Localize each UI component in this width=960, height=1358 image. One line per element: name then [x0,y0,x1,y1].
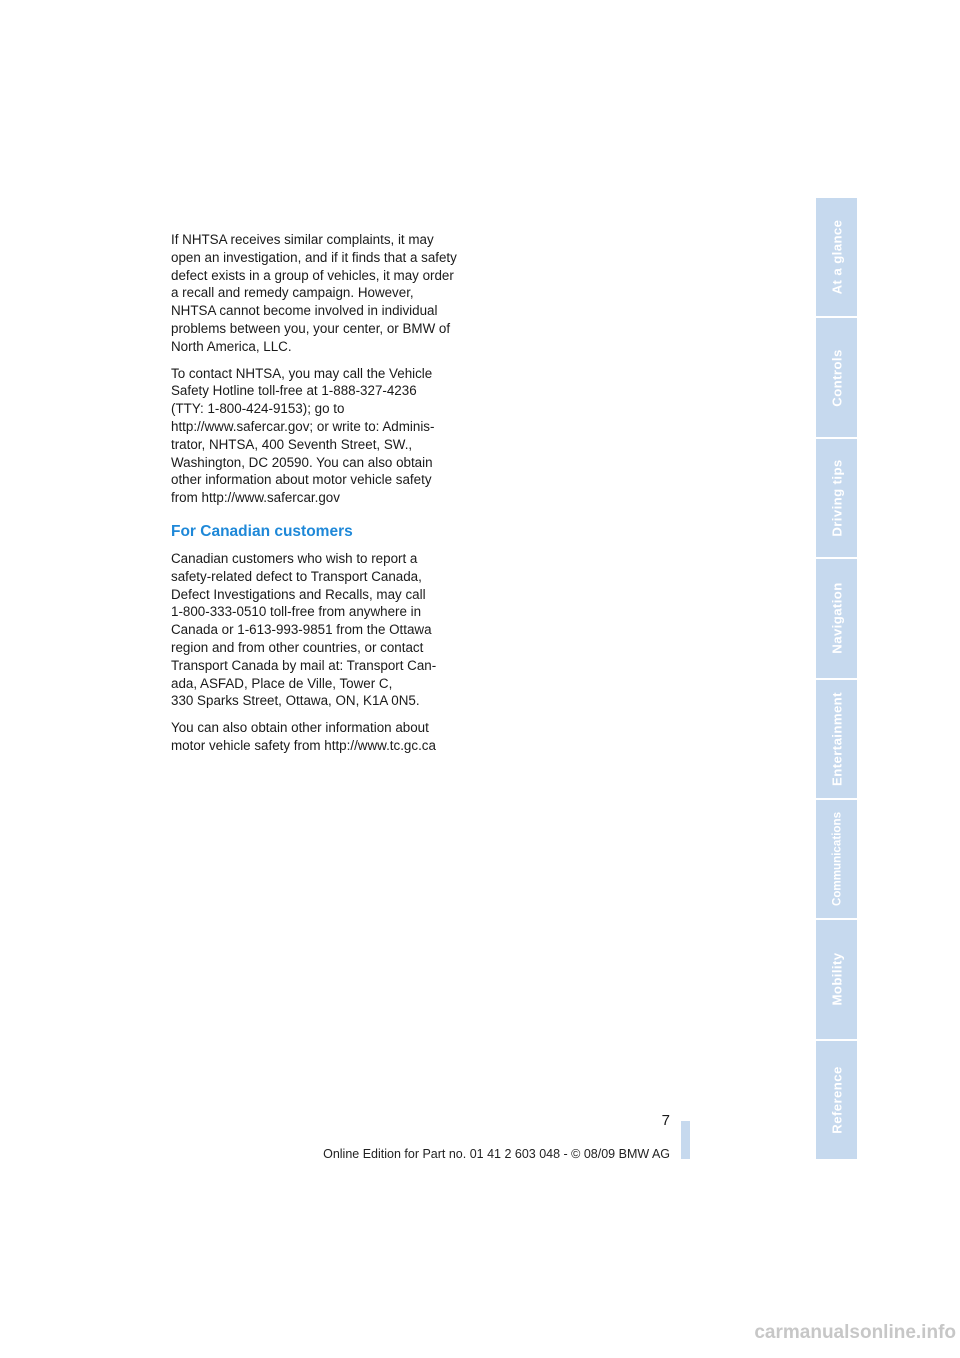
text-line: 1-800-333-0510 toll-free from anywhere in [171,604,422,620]
text-line: problems between you, your center, or BMW of [171,320,451,336]
section-heading: For Canadian customers [171,522,353,540]
text-line: Safety Hotline toll-free at 1-888-327-4236 [171,383,417,399]
text-line: open an investigation, and if it finds that a safety [171,249,457,265]
text-line: (TTY: 1-800-424-9153); go to [171,401,345,417]
chapter-tab-label: Driving tips [829,459,844,537]
text-line: Defect Investigations and Recalls, may call [171,586,426,602]
paragraph-canada-report [171,550,467,710]
page-number: 7 [661,1112,670,1129]
text-line: region and from other countries, or contact [171,639,424,655]
text-line: Washington, DC 20590. You can also obtain [171,454,433,470]
text-line: You can also obtain other information about [171,720,429,736]
paragraph-nhtsa-contact [171,365,467,507]
text-line: North America, LLC. [171,338,292,354]
text-line: motor vehicle safety from http://www.tc.gc.ca [171,737,436,753]
chapter-tab-label: Communications [830,812,843,907]
text-line: If NHTSA receives similar complaints, it may [171,232,434,247]
chapter-tab-label: Mobility [829,952,844,1006]
text-line: Transport Canada by mail at: Transport Can- [171,657,437,673]
chapter-tab-label: Entertainment [829,691,844,786]
text-line: safety-related defect to Transport Canada, [171,568,422,584]
paragraph-nhtsa-complaints [171,231,467,356]
chapter-tab-communications[interactable] [816,800,857,918]
text-line: http://www.safercar.gov; or write to: Adminis- [171,418,435,434]
chapter-tab-mobility[interactable] [816,920,857,1038]
chapter-tab-entertainment[interactable] [816,680,857,798]
watermark-logo: carmanualsonline.info [754,1322,956,1343]
text-line: Canadian customers who wish to report a [171,550,418,566]
chapter-tab-navigation[interactable] [816,559,857,677]
chapter-tab-label: Controls [829,348,844,407]
text-line: ada, ASFAD, Place de Ville, Tower C, [171,675,393,691]
text-line: other information about motor vehicle safety [171,472,432,488]
footer-edition-text: Online Edition for Part no. 01 41 2 603 048 - © 08/09 BMW AG [323,1147,670,1161]
text-line: from http://www.safercar.gov [171,490,340,506]
text-line: a recall and remedy campaign. However, [171,285,414,301]
chapter-tab-driving-tips[interactable] [816,439,857,557]
text-line: To contact NHTSA, you may call the Vehicle [171,365,433,381]
chapter-tab-label: At a glance [829,219,844,295]
text-line: Canada or 1-613-993-9851 from the Ottawa [171,622,432,638]
chapter-tab-label: Navigation [829,582,844,655]
chapter-tab-reference[interactable] [816,1041,857,1159]
main-content [171,231,467,764]
chapter-tab-strip [816,198,857,1159]
text-line: NHTSA cannot become involved in individual [171,303,438,319]
chapter-tab-at-a-glance[interactable] [816,198,857,316]
page-marker-bar [681,1121,690,1159]
paragraph-canada-info [171,719,467,755]
text-line: defect exists in a group of vehicles, it may order [171,267,454,283]
text-line: 330 Sparks Street, Ottawa, ON, K1A 0N5. [171,693,420,709]
chapter-tab-controls[interactable] [816,318,857,436]
text-line: trator, NHTSA, 400 Seventh Street, SW., [171,436,413,452]
chapter-tab-label: Reference [829,1066,844,1134]
